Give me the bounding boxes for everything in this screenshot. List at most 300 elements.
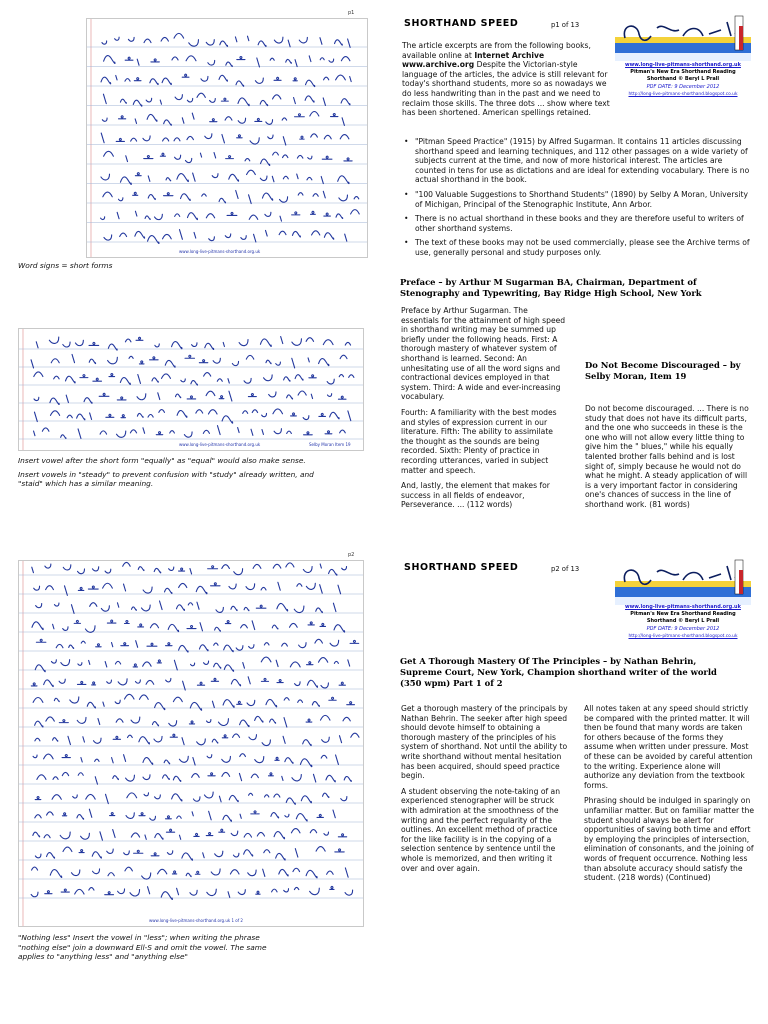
shorthand-stroke — [207, 720, 211, 723]
shorthand-stroke — [116, 431, 125, 437]
site-url-link[interactable]: www.long-live-pitmans-shorthand.org.uk — [625, 604, 741, 610]
shorthand-stroke — [186, 873, 191, 876]
shorthand-stroke — [155, 344, 159, 347]
shorthand-stroke — [257, 58, 260, 67]
shorthand-stroke — [78, 429, 81, 439]
shorthand-stroke — [81, 758, 82, 763]
shorthand-stroke — [199, 645, 208, 651]
shorthand-stroke — [279, 869, 288, 875]
shorthand-stroke — [266, 120, 273, 125]
shorthand-stroke — [42, 428, 49, 431]
shorthand-stroke — [306, 583, 315, 589]
shorthand-stroke — [270, 58, 274, 60]
shorthand-stroke — [101, 217, 105, 220]
shorthand-stroke — [36, 604, 42, 608]
shorthand-stroke — [68, 736, 70, 744]
shorthand-stroke — [326, 775, 335, 781]
shorthand-stroke — [290, 662, 300, 667]
shorthand-stroke — [300, 136, 304, 139]
shorthand-stroke — [348, 660, 350, 666]
site-url-link[interactable]: www.long-live-pitmans-shorthand.org.uk — [625, 62, 741, 68]
shorthand-stroke — [251, 811, 259, 814]
shorthand-stroke — [100, 431, 107, 434]
shorthand-stroke — [158, 393, 160, 400]
shorthand-stroke — [112, 758, 114, 763]
shorthand-stroke — [294, 887, 298, 889]
shorthand-stroke — [46, 717, 54, 721]
shorthand-stroke — [151, 853, 159, 856]
shorthand-stroke — [144, 793, 148, 796]
shorthand-stroke — [146, 680, 154, 684]
shorthand-stroke — [179, 230, 182, 240]
shorthand-stroke — [181, 379, 185, 382]
shorthand-stroke — [287, 395, 293, 399]
shorthand-stroke — [354, 197, 359, 199]
blog-url-link[interactable]: http://long-live-pitmans-shorthand.blogspot.co.uk — [628, 91, 738, 97]
shorthand-stroke — [260, 100, 268, 105]
list-item: • "100 Valuable Suggestions to Shorthand Students" (1890) by Selby A Moran, University of Michigan, Principal of the Stenographic Institute, Ann Arbor. — [404, 190, 752, 209]
shorthand-stroke — [165, 816, 171, 819]
shorthand-stroke — [319, 413, 326, 416]
shorthand-stroke — [289, 623, 297, 627]
preface-paragraph: Fourth: A familiarity with the best modes and styles of expression current in our literature. Fifth: The ability to assimilate the thought as the sounds are being recorded. Sixth: Plenty of practice in recording utterances, varied in subject matter and speech. — [401, 407, 557, 475]
shorthand-stroke — [107, 849, 113, 853]
list-item: • There is no actual shorthand in these books and they are therefore useful to writers of other shorthand systems. — [404, 214, 752, 233]
shorthand-stroke — [292, 212, 300, 215]
shorthand-stroke — [79, 850, 84, 853]
shorthand-stroke — [107, 620, 116, 623]
shorthand-stroke — [145, 216, 150, 220]
shorthand-stroke — [197, 602, 199, 609]
shorthand-stroke — [303, 567, 312, 573]
shorthand-stroke — [166, 643, 172, 646]
shorthand-stroke — [166, 829, 174, 832]
shorthand-stroke — [248, 870, 256, 876]
shorthand-stroke — [285, 814, 289, 817]
shorthand-stroke — [311, 211, 316, 214]
shorthand-stroke — [187, 136, 193, 139]
shorthand-stroke — [157, 660, 161, 663]
shorthand-stroke — [72, 354, 74, 362]
shorthand-stroke — [204, 373, 211, 377]
shorthand-stroke — [345, 890, 353, 895]
shorthand-stroke — [62, 755, 70, 758]
shorthand-stroke — [155, 834, 163, 840]
shorthand-stroke — [35, 797, 41, 800]
shorthand-stroke — [274, 794, 280, 797]
shorthand-stroke — [137, 59, 139, 65]
shorthand-stroke — [298, 700, 303, 702]
shorthand-stroke — [52, 795, 61, 800]
shorthand-stroke — [196, 410, 203, 413]
shorthand-stroke — [292, 775, 301, 781]
shorthand-stroke — [306, 719, 312, 722]
shorthand-stroke — [340, 135, 349, 139]
shorthand-stroke — [104, 151, 114, 156]
shorthand-stroke — [204, 661, 209, 664]
shorthand-stroke — [219, 396, 224, 399]
archive-link[interactable]: Internet Archive www.archive.org — [402, 50, 545, 70]
shorthand-stroke — [217, 426, 220, 435]
shorthand-stroke — [134, 850, 143, 853]
shorthand-stroke — [222, 772, 230, 776]
shorthand-stroke — [148, 236, 159, 244]
shorthand-stroke — [206, 391, 215, 395]
shorthand-stroke — [102, 41, 107, 44]
shorthand-stroke — [215, 627, 221, 631]
shorthand-stroke — [161, 37, 168, 41]
shorthand-stroke — [117, 212, 119, 218]
shorthand-stroke — [179, 756, 188, 762]
shorthand-stroke — [124, 755, 126, 762]
shorthand-stroke — [344, 776, 351, 781]
shorthand-stroke — [305, 96, 314, 102]
shorthand-stroke — [139, 695, 148, 699]
shorthand-stroke — [32, 867, 38, 870]
shorthand-stroke — [348, 39, 351, 47]
shorthand-stroke — [229, 391, 232, 401]
shorthand-stroke — [207, 889, 216, 895]
preface-paragraph: And, lastly, the element that makes for success in all fields of endeavor, Perseverance. ... (112 words) — [401, 481, 550, 510]
shorthand-stroke — [103, 192, 112, 197]
shorthand-stroke — [105, 569, 111, 573]
section-title: SHORTHAND SPEED — [404, 562, 519, 573]
shorthand-stroke — [327, 379, 334, 384]
shorthand-stroke — [56, 644, 63, 647]
shorthand-stroke — [223, 815, 232, 821]
shorthand-stroke — [228, 379, 229, 383]
shorthand-stroke — [238, 118, 245, 123]
shorthand-stroke — [71, 605, 74, 614]
shorthand-stroke — [143, 587, 152, 593]
shorthand-stroke — [249, 735, 257, 740]
shorthand-stroke — [331, 114, 338, 117]
shorthand-stroke — [175, 95, 182, 100]
shorthand-stroke — [229, 795, 238, 801]
shorthand-stroke — [315, 639, 323, 643]
shorthand-stroke — [225, 234, 230, 238]
shorthand-stroke — [310, 112, 319, 117]
shorthand-stroke — [44, 680, 54, 687]
shorthand-stroke — [164, 120, 172, 125]
shorthand-stroke — [298, 391, 306, 395]
shorthand-stroke — [67, 415, 72, 418]
shorthand-stroke — [116, 75, 117, 79]
shorthand-stroke — [219, 75, 227, 81]
book-title: Pitman's New Era Shorthand Reading — [630, 69, 736, 76]
shorthand-stroke — [222, 134, 225, 142]
shorthand-stroke — [189, 40, 199, 47]
shorthand-stroke — [189, 721, 194, 724]
shorthand-stroke — [156, 432, 162, 435]
shorthand-stroke — [231, 679, 240, 685]
shorthand-stroke — [96, 644, 101, 647]
shorthand-stroke — [146, 98, 152, 102]
shorthand-stroke — [327, 871, 334, 874]
shorthand-stroke — [175, 155, 181, 159]
shorthand-stroke — [255, 716, 263, 722]
shorthand-stroke — [192, 343, 197, 347]
shorthand-stroke — [77, 717, 86, 723]
shorthand-stroke — [54, 376, 59, 379]
shorthand-stroke — [169, 721, 177, 726]
shorthand-stroke — [285, 758, 293, 764]
shorthand-stroke — [324, 213, 331, 216]
shorthand-stroke — [95, 759, 99, 761]
shorthand-stroke — [163, 138, 169, 141]
shorthand-stroke — [308, 358, 309, 362]
shorthand-stroke — [195, 871, 200, 874]
shorthand-stroke — [329, 59, 334, 62]
panel-page-number: p2 — [348, 552, 355, 558]
shorthand-stroke — [179, 835, 180, 839]
shorthand-stroke — [133, 192, 138, 195]
shorthand-stroke — [60, 832, 70, 839]
shorthand-stroke — [54, 603, 58, 606]
shorthand-stroke — [234, 569, 243, 575]
logo-graphic — [613, 556, 753, 608]
shorthand-stroke — [63, 847, 72, 851]
shorthand-stroke — [66, 395, 68, 402]
shorthand-stroke — [209, 811, 212, 820]
shorthand-stroke — [292, 231, 300, 237]
shorthand-stroke — [223, 700, 234, 708]
shorthand-stroke — [200, 623, 202, 631]
shorthand-stroke — [244, 833, 251, 837]
shorthand-stroke — [317, 814, 323, 817]
shorthand-stroke — [81, 833, 90, 839]
shorthand-stroke — [324, 233, 333, 239]
shorthand-stroke — [277, 680, 283, 683]
shorthand-stroke — [70, 697, 79, 703]
shorthand-stroke — [226, 62, 232, 66]
shorthand-stroke — [295, 849, 298, 857]
shorthand-stroke — [34, 412, 37, 421]
shorthand-stroke — [243, 663, 245, 669]
shorthand-stroke — [112, 643, 113, 647]
shorthand-stroke — [62, 813, 66, 816]
shorthand-stroke — [192, 113, 194, 119]
shorthand-stroke — [117, 397, 126, 400]
shorthand-stroke — [34, 372, 43, 377]
shorthand-stroke — [295, 60, 297, 67]
shorthand-stroke — [247, 36, 248, 40]
shorthand-stroke — [119, 116, 126, 119]
shorthand-stroke — [193, 173, 195, 181]
shorthand-stroke — [321, 683, 328, 688]
shorthand-stroke — [203, 853, 204, 858]
blog-url-link[interactable]: http://long-live-pitmans-shorthand.blogspot.co.uk — [628, 633, 738, 639]
shorthand-stroke — [232, 361, 238, 365]
mastery-column-1 — [401, 704, 569, 879]
shorthand-stroke — [219, 796, 221, 802]
shorthand-stroke — [250, 138, 259, 144]
shorthand-stroke — [92, 682, 96, 685]
shorthand-stroke — [147, 643, 157, 646]
shorthand-stroke — [141, 605, 150, 611]
shorthand-stroke — [262, 430, 263, 435]
shorthand-stroke — [239, 773, 241, 780]
shorthand-stroke — [301, 796, 311, 803]
shorthand-stroke — [63, 565, 71, 570]
shorthand-stroke — [120, 99, 126, 103]
shorthand-stroke — [138, 624, 144, 627]
shorthand-stroke — [137, 413, 143, 417]
shorthand-stroke — [197, 739, 206, 745]
shorthand-stroke — [115, 37, 119, 40]
shorthand-stroke — [241, 625, 248, 628]
shorthand-stroke — [109, 374, 115, 377]
shorthand-stroke — [207, 755, 212, 758]
shorthand-stroke — [272, 625, 278, 629]
shorthand-stroke — [177, 174, 189, 182]
shorthand-stroke — [44, 835, 50, 838]
shorthand-stroke — [98, 719, 100, 725]
shorthand-stroke — [323, 793, 329, 797]
shorthand-stroke — [125, 57, 133, 60]
shorthand-stroke — [101, 174, 110, 180]
shorthand-stroke — [127, 793, 137, 798]
shorthand-stroke — [194, 833, 199, 836]
shorthand-stroke — [44, 754, 54, 759]
shorthand-stroke — [322, 156, 332, 159]
shorthand-stroke — [125, 79, 130, 82]
shorthand-stroke — [154, 736, 162, 741]
shorthand-stroke — [160, 100, 161, 104]
shorthand-stroke — [182, 853, 193, 860]
shorthand-stroke — [155, 703, 165, 710]
shorthand-stroke — [159, 410, 165, 413]
shorthand-stroke — [260, 176, 267, 180]
shorthand-stroke — [212, 701, 214, 707]
shorthand-stroke — [164, 760, 170, 764]
shorthand-stroke — [53, 777, 58, 780]
shorthand-stroke — [297, 155, 303, 158]
shorthand-stroke — [104, 235, 112, 240]
shorthand-stroke — [130, 890, 140, 896]
shorthand-stroke — [330, 412, 339, 419]
shorthand-stroke — [106, 794, 109, 803]
shorthand-stroke — [148, 195, 155, 200]
shorthand-stroke — [196, 586, 207, 593]
shorthand-stroke — [351, 210, 360, 214]
shorthand-stroke — [316, 847, 325, 852]
panel-page-number: p1 — [348, 10, 355, 16]
shorthand-stroke — [136, 337, 143, 340]
shorthand-stroke — [34, 397, 39, 400]
shorthand-stroke — [145, 835, 146, 839]
shorthand-stroke — [59, 679, 65, 683]
shorthand-stroke — [71, 870, 79, 876]
shorthand-stroke — [89, 809, 91, 817]
shorthand-stroke — [50, 398, 59, 404]
shorthand-stroke — [107, 680, 112, 683]
shorthand-stroke — [177, 816, 182, 818]
shorthand-stroke — [212, 174, 218, 178]
shorthand-stroke — [63, 342, 70, 347]
shorthand-stroke — [162, 78, 171, 84]
shorthand-stroke — [299, 643, 306, 648]
shorthand-stroke — [148, 176, 150, 181]
shorthand-stroke — [155, 214, 163, 219]
shorthand-stroke — [236, 81, 244, 86]
shorthand-stroke — [31, 683, 37, 686]
shorthand-stroke — [341, 797, 347, 801]
site-logo — [613, 556, 753, 608]
shorthand-stroke — [293, 868, 300, 871]
shorthand-stroke — [321, 755, 327, 758]
shorthand-stroke — [280, 197, 288, 202]
shorthand-stroke — [131, 607, 136, 610]
shorthand-stroke — [255, 757, 264, 763]
shorthand-stroke — [95, 777, 97, 785]
note-nothing-less: "Nothing less" Insert the vowel in "less"; when writing the phrase "nothing else" join a downward Ell-S and omit the vowel. The same applies to "anything less" and "anything else" — [18, 933, 267, 961]
shorthand-stroke — [246, 355, 253, 359]
shorthand-stroke — [124, 621, 129, 624]
panel-footer: www.long-live-pitmans-shorthand.org.uk 1 of 2 — [149, 918, 243, 923]
shorthand-stroke — [105, 892, 114, 895]
shorthand-stroke — [89, 359, 95, 363]
shorthand-stroke — [339, 195, 348, 201]
shorthand-stroke — [214, 153, 216, 158]
shorthand-stroke — [212, 739, 218, 743]
discouraged-text: Do not become discouraged. ... There is no study that does not have its difficult parts, and the one who succeeds in these is the one who will not allow every little thing to give him the " blues," while his equally talented brother falls behind and is lost sight of, simply because he would not do what he might. A steady application of will is a very important factor in considering one's chances of success in the line of shorthand work. (81 words) — [585, 404, 749, 509]
shorthand-stroke — [176, 394, 181, 398]
shorthand-stroke — [303, 740, 312, 746]
shorthand-stroke — [85, 626, 95, 632]
intro-paragraph — [402, 41, 610, 118]
shorthand-stroke — [343, 717, 350, 721]
shorthand-stroke — [101, 606, 109, 611]
shorthand-stroke — [306, 80, 315, 86]
shorthand-stroke — [286, 59, 292, 63]
shorthand-stroke — [312, 231, 320, 235]
shorthand-stroke — [265, 212, 271, 216]
shorthand-stroke — [283, 155, 288, 158]
shorthand-stroke — [69, 645, 74, 648]
shorthand-stroke — [187, 626, 196, 629]
shorthand-stroke — [162, 374, 171, 378]
mastery-paragraph: All notes taken at any speed should strictly be compared with the printed matter. It will then be found that many words are taken for others because of the forms they assume when written under pressure. Most of these can be avoided by careful attention to the writing. Experience alone will authorize any deviation from the textbook forms. — [584, 704, 753, 790]
shorthand-stroke — [335, 849, 344, 852]
shorthand-stroke — [339, 736, 341, 743]
shorthand-stroke — [128, 37, 134, 41]
shorthand-stroke — [214, 643, 218, 645]
shorthand-stroke — [101, 77, 111, 84]
shorthand-stroke — [77, 414, 85, 420]
intro-text-after: Despite the Victorian-style language of the articles, the advice is still relevant for today's shorthand students, more so as nowadays we do less handwriting than in the past and we need to reclaim those skills. The three dots ... show where text has been shortened. American spellings retained. — [402, 60, 610, 118]
shorthand-stroke — [88, 586, 98, 589]
shorthand-stroke — [90, 413, 92, 420]
shorthand-stroke — [231, 831, 238, 835]
shorthand-stroke — [128, 735, 133, 737]
shorthand-stroke — [297, 174, 298, 179]
shorthand-stroke — [73, 795, 78, 798]
shorthand-stroke — [203, 430, 209, 433]
shorthand-stroke — [216, 607, 223, 612]
shorthand-stroke — [89, 888, 94, 891]
shorthand-stroke — [248, 677, 250, 684]
shorthand-stroke — [262, 193, 272, 200]
shorthand-stroke — [309, 56, 311, 62]
shorthand-stroke — [297, 584, 302, 587]
shorthand-stroke — [185, 355, 195, 358]
shorthand-stroke — [231, 606, 237, 610]
shorthand-stroke — [193, 797, 200, 801]
shorthand-stroke — [49, 337, 58, 343]
shorthand-stroke — [174, 138, 180, 141]
shorthand-stroke — [333, 810, 335, 818]
